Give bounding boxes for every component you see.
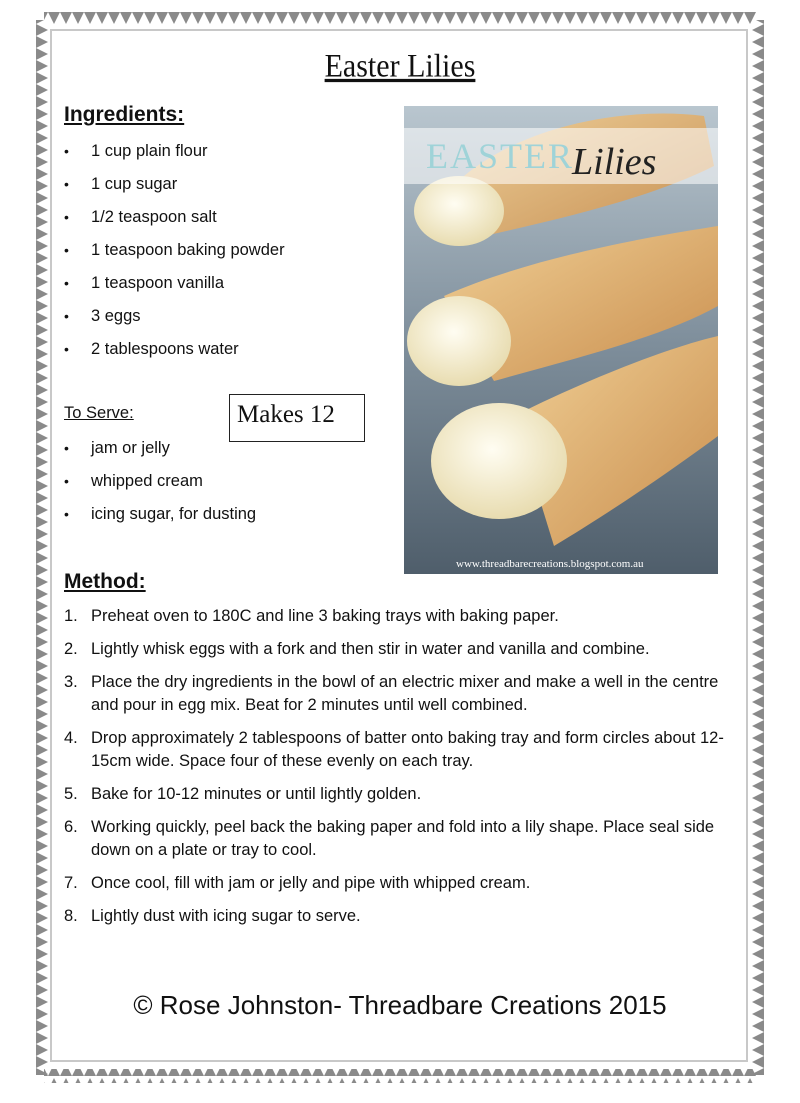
list-item: • whipped cream — [64, 470, 256, 503]
step-number: 1. — [64, 607, 78, 625]
step-number: 4. — [64, 729, 78, 747]
step-text: Drop approximately 2 tablespoons of batter onto baking tray and form circles about 12-15cm wide. Space four of these evenly on each tray. — [91, 729, 724, 770]
method-heading: Method: — [64, 570, 146, 593]
list-item: • 1 teaspoon baking powder — [64, 239, 285, 272]
list-item: • 1/2 teaspoon salt — [64, 206, 285, 239]
step-number: 2. — [64, 640, 78, 658]
step-number: 3. — [64, 673, 78, 691]
photo-watermark: www.threadbarecreations.blogspot.com.au — [456, 558, 644, 570]
easter-lilies-photo — [404, 106, 718, 574]
method-step — [64, 816, 744, 862]
step-number: 8. — [64, 907, 78, 925]
step-text: Lightly dust with icing sugar to serve. — [91, 907, 361, 925]
step-number: 6. — [64, 818, 78, 836]
step-text: Lightly whisk eggs with a fork and then stir in water and vanilla and combine. — [91, 640, 650, 658]
makes-box: Makes 12 — [229, 394, 365, 442]
list-item: • 3 eggs — [64, 305, 285, 338]
step-text: Once cool, fill with jam or jelly and pipe with whipped cream. — [91, 874, 531, 892]
recipe-title: Easter Lilies — [324, 48, 476, 85]
method-step — [64, 605, 744, 628]
list-item: • jam or jelly — [64, 437, 256, 470]
step-text: Preheat oven to 180C and line 3 baking trays with baking paper. — [91, 607, 559, 625]
step-text: Working quickly, peel back the baking paper and fold into a lily shape. Place seal side down on a plate or tray to cool. — [91, 818, 715, 859]
step-text: Bake for 10-12 minutes or until lightly golden. — [91, 785, 422, 803]
list-item: • 1 cup plain flour — [64, 140, 285, 173]
banner-lilies-text: Lilies — [572, 141, 657, 183]
method-step — [64, 783, 744, 806]
banner-easter-text: EASTER — [426, 136, 575, 176]
serve-list — [64, 437, 256, 536]
method-steps — [64, 605, 744, 938]
step-number: 7. — [64, 874, 78, 892]
step-number: 5. — [64, 785, 78, 803]
ingredients-list — [64, 140, 285, 371]
list-item: • 1 teaspoon vanilla — [64, 272, 285, 305]
method-step — [64, 671, 744, 717]
list-item: • icing sugar, for dusting — [64, 503, 256, 536]
method-step — [64, 638, 744, 661]
ingredients-heading: Ingredients: — [64, 103, 185, 126]
method-step — [64, 727, 744, 773]
copyright-footer: © Rose Johnston- Threadbare Creations 2015 — [133, 990, 667, 1020]
method-step — [64, 872, 744, 895]
to-serve-heading: To Serve: — [64, 404, 134, 422]
step-text: Place the dry ingredients in the bowl of an electric mixer and make a well in the centre and pour in egg mix. Beat for 2 minutes until well combined. — [91, 673, 719, 714]
list-item: • 1 cup sugar — [64, 173, 285, 206]
list-item: • 2 tablespoons water — [64, 338, 285, 371]
method-step — [64, 905, 744, 928]
